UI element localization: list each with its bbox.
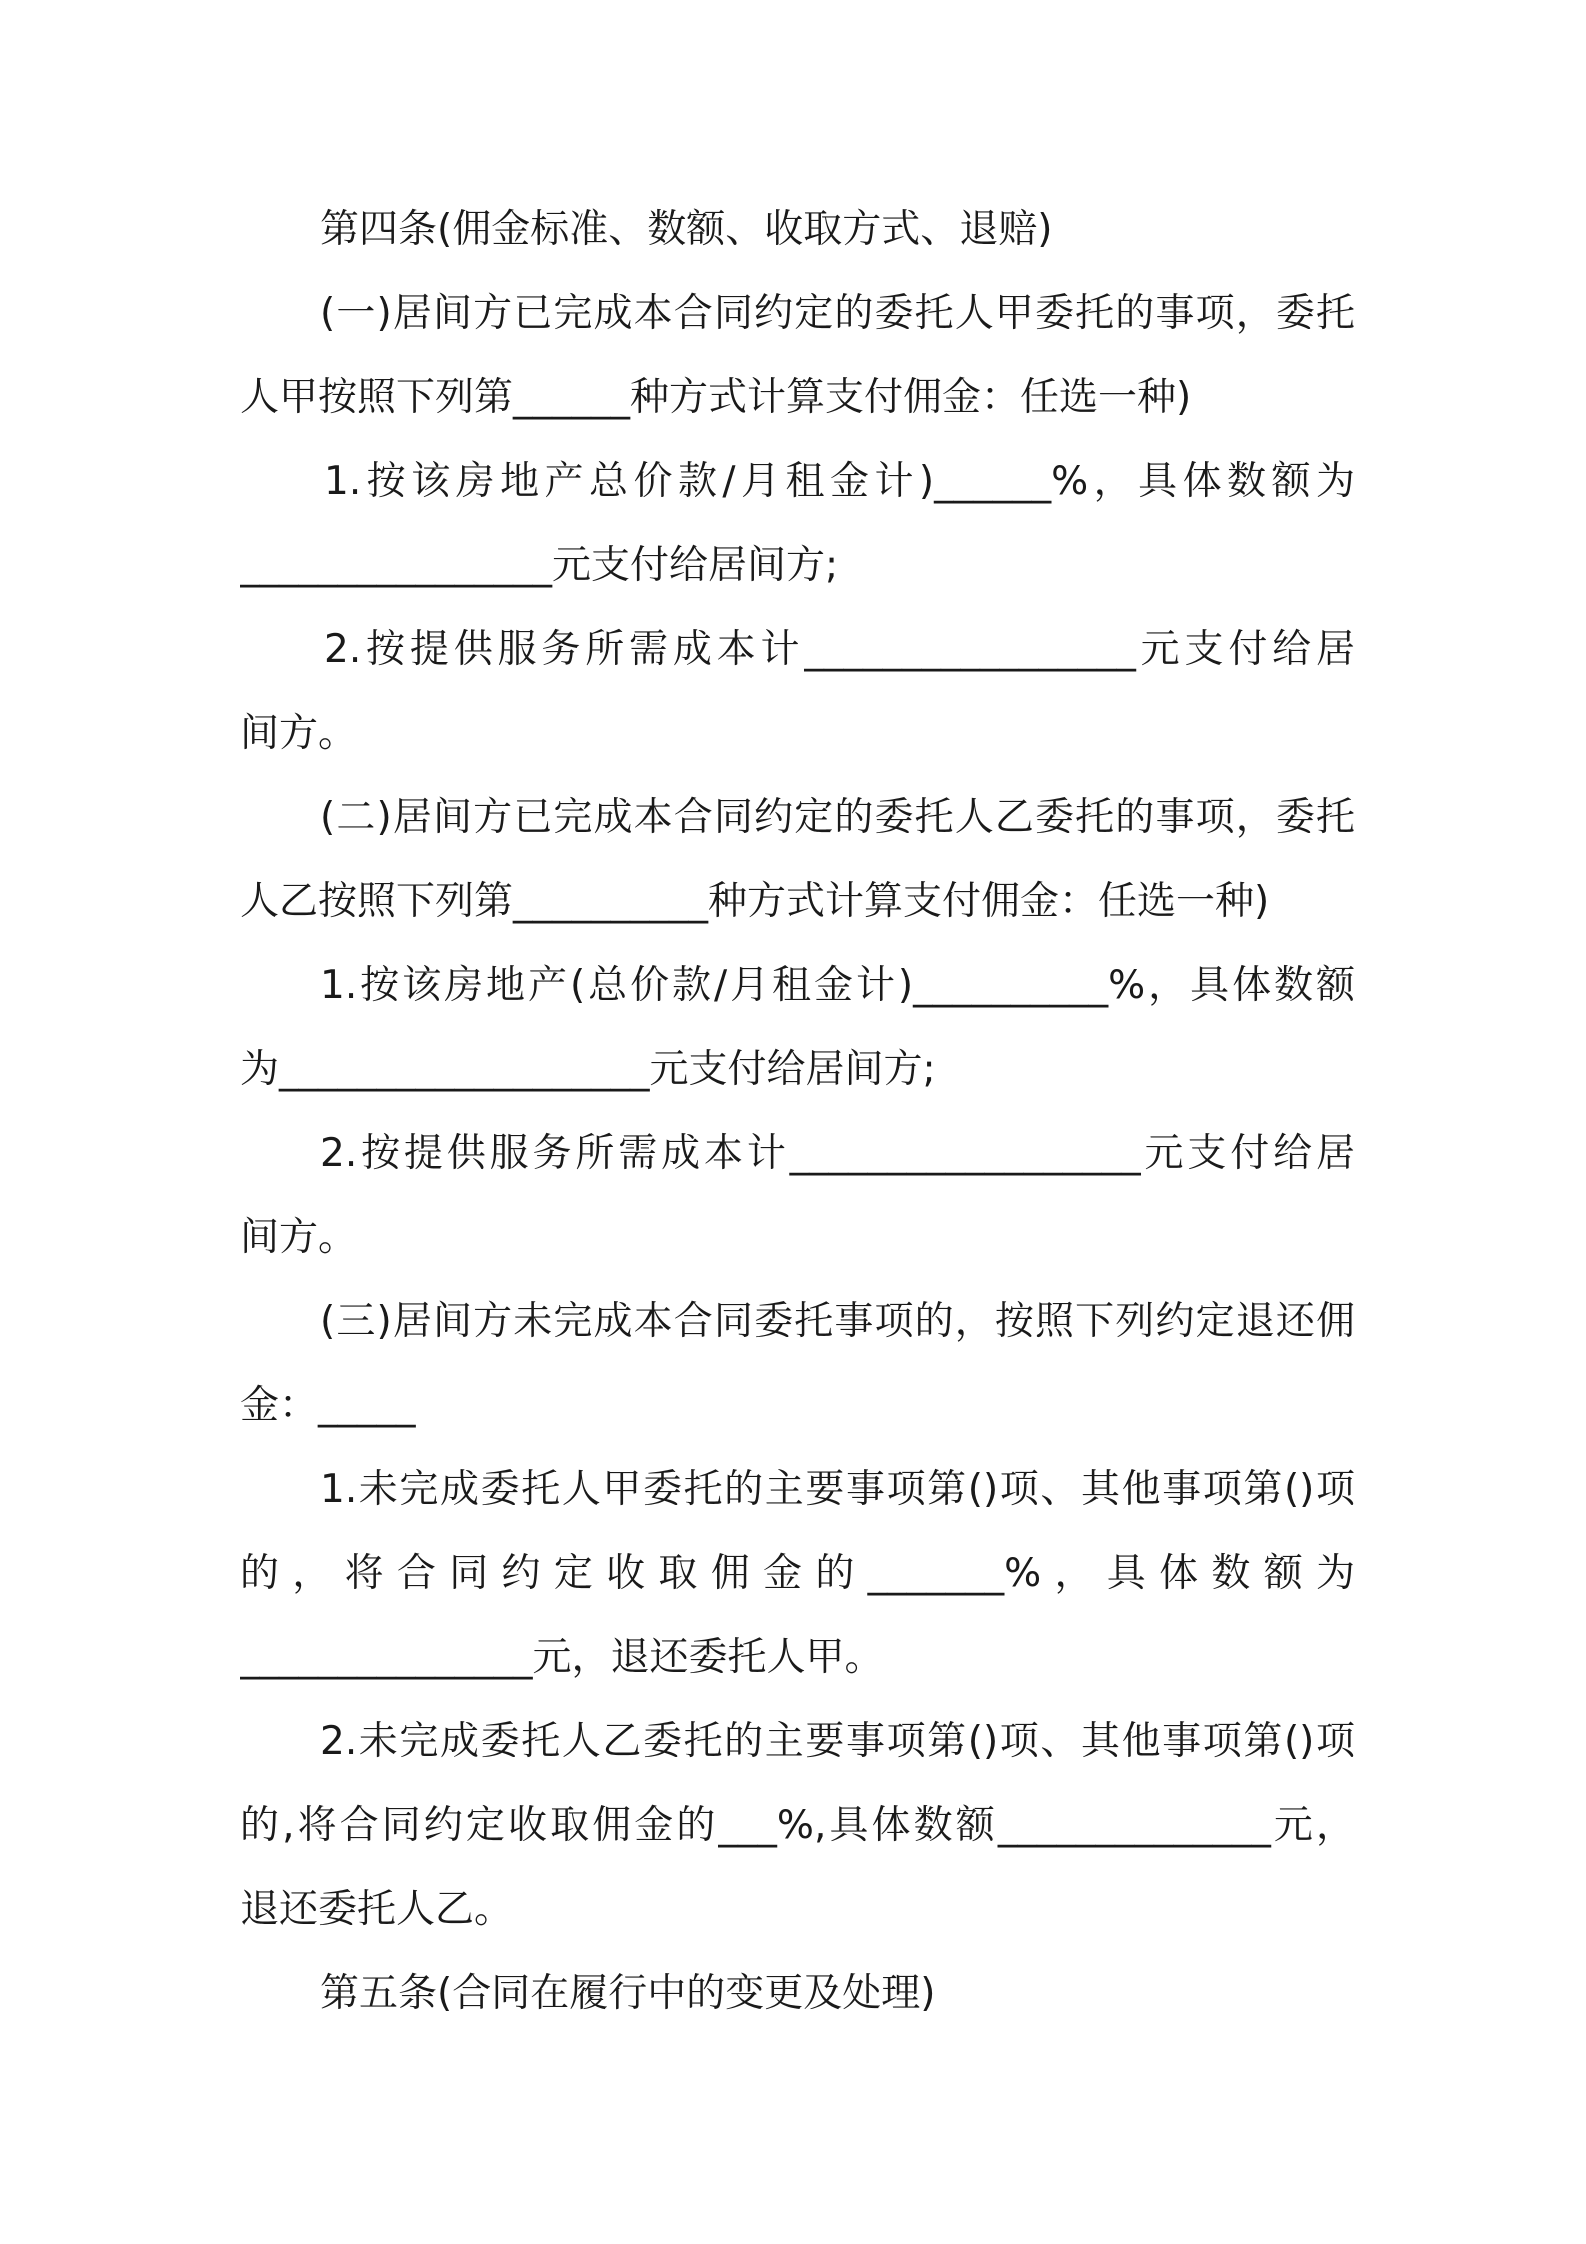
section-3-item-1-end: _______________元，退还委托人甲。 [240, 1635, 884, 1680]
section-1-intro: (一)居间方已完成本合同约定的委托人甲委托的事项，委托 [320, 291, 1355, 336]
article-4-heading: 第四条(佣金标准、数额、收取方式、退赔) [320, 207, 1053, 252]
section-2-item-2: 2.按提供服务所需成本计__________________元支付给居 [320, 1131, 1355, 1176]
section-3-item-1-cont: 的，将合同约定收取佣金的_______%，具体数额为 [240, 1551, 1355, 1596]
section-2-intro: (二)居间方已完成本合同约定的委托人乙委托的事项，委托 [320, 795, 1355, 840]
article-5-heading: 第五条(合同在履行中的变更及处理) [320, 1971, 936, 2016]
section-3-item-2-end: 退还委托人乙。 [240, 1887, 514, 1932]
section-3-item-2: 2.未完成委托人乙委托的主要事项第()项、其他事项第()项 [320, 1719, 1355, 1764]
section-3-intro: (三)居间方未完成本合同委托事项的，按照下列约定退还佣 [320, 1299, 1355, 1344]
section-1-item-1-cont: ________________元支付给居间方; [240, 543, 839, 588]
section-2-intro-cont: 人乙按照下列第__________种方式计算支付佣金：任选一种) [240, 879, 1270, 924]
section-1-item-2: 2.按提供服务所需成本计_________________元支付给居 [324, 627, 1355, 672]
section-3-item-2-cont: 的,将合同约定收取佣金的___%,具体数额______________元， [240, 1803, 1355, 1848]
section-2-item-1-cont: 为___________________元支付给居间方; [240, 1047, 936, 1092]
section-2-item-1: 1.按该房地产(总价款/月租金计)__________%，具体数额 [320, 963, 1355, 1008]
section-1-intro-cont: 人甲按照下列第______种方式计算支付佣金：任选一种) [240, 375, 1192, 420]
section-1-item-2-cont: 间方。 [240, 711, 358, 756]
section-3-intro-cont: 金：_____ [240, 1383, 416, 1428]
section-1-item-1: 1.按该房地产总价款/月租金计)______%，具体数额为 [324, 459, 1355, 504]
section-2-item-2-cont: 间方。 [240, 1215, 358, 1260]
section-3-item-1: 1.未完成委托人甲委托的主要事项第()项、其他事项第()项 [320, 1467, 1355, 1512]
